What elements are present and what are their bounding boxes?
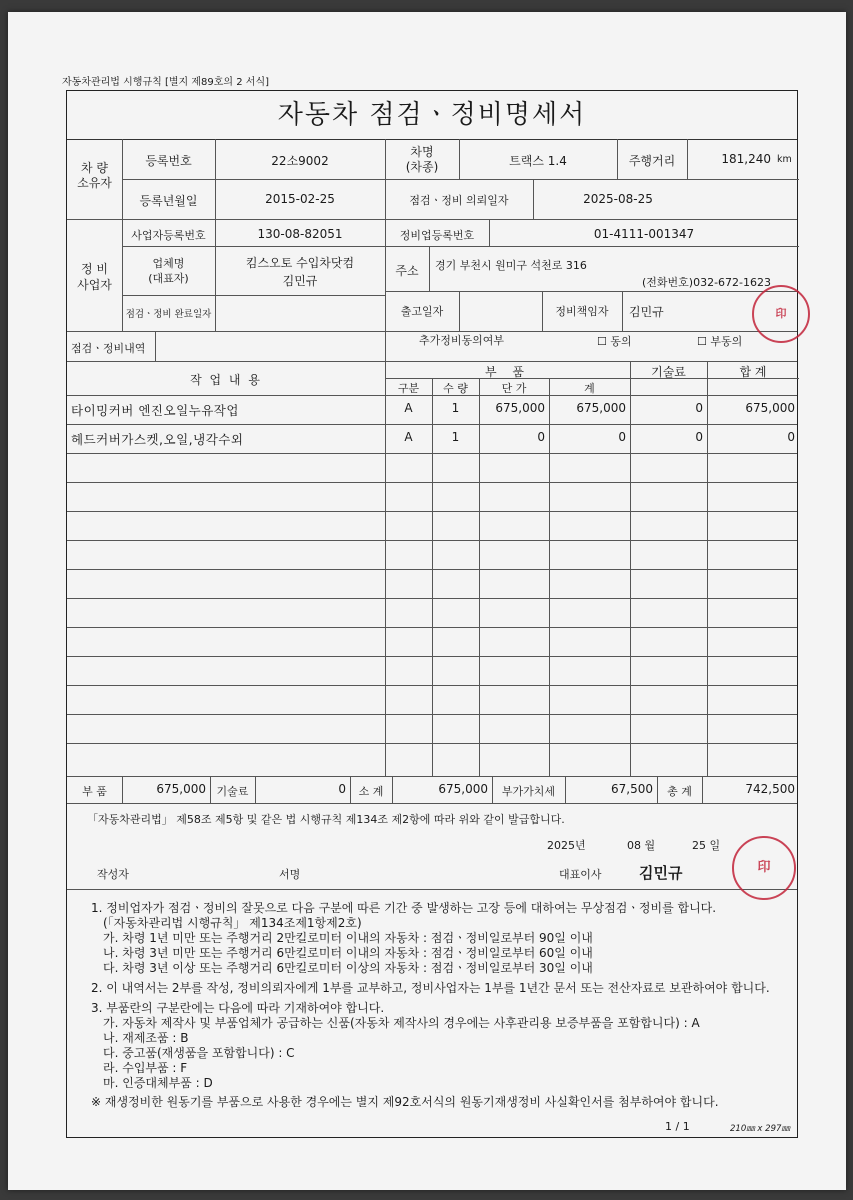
table-row-divider <box>67 685 797 686</box>
manager-label: 정비책임자 <box>555 305 609 318</box>
parts-sum-subheader: 계 <box>584 382 595 395</box>
details-label: 점검ㆍ정비내역 <box>71 342 146 355</box>
author-label: 작성자 <box>97 868 129 881</box>
note-3-c: 다. 중고품(재생품을 포함합니다) : C <box>103 1046 295 1060</box>
maintenance-statement-form <box>66 90 798 1138</box>
issue-day: 25 일 <box>692 839 721 852</box>
summary-labor-label: 기술료 <box>216 785 249 798</box>
total-column-header: 합 계 <box>739 365 767 379</box>
model-value: 트랙스 1.4 <box>509 154 567 168</box>
complete-date-label: 점검ㆍ정비 완료일자 <box>125 309 212 320</box>
phone-value: (전화번호)032-672-1623 <box>642 276 772 289</box>
note-2: 2. 이 내역서는 2부를 작성, 정비의뢰자에게 1부를 교부하고, 정비사업자는 1부를 1년간 문서 또는 전산자료로 보관하여야 합니다. <box>91 981 770 995</box>
representative-signature: 김민규 <box>639 864 683 882</box>
parts-sum-cell: 0 <box>618 430 626 444</box>
owner-section-label: 차 량 소유자 <box>77 161 112 190</box>
work-cell: 헤드커버가스켓,오일,냉각수외 <box>71 432 244 447</box>
release-date-label: 출고일자 <box>400 305 444 318</box>
total-cell: 0 <box>787 430 795 444</box>
type-subheader: 구분 <box>397 382 420 395</box>
summary-parts-label: 부 품 <box>82 785 107 798</box>
reg-date-value: 2015-02-25 <box>265 192 335 206</box>
total-cell: 675,000 <box>745 401 795 415</box>
mileage-unit: km <box>777 154 792 165</box>
reg-date-label: 등록년월일 <box>139 194 198 208</box>
note-3-d: 라. 수입부품 : F <box>103 1061 188 1075</box>
representative-seal-stamp: 印 <box>732 836 796 900</box>
summary-subtotal-value: 675,000 <box>438 782 488 796</box>
summary-parts-value: 675,000 <box>156 782 206 796</box>
address-value: 경기 부천시 원미구 석천로 316 <box>435 259 587 272</box>
extra-consent-label: 추가정비동의여부 <box>419 334 505 347</box>
table-row-divider <box>67 714 797 715</box>
note-3-e: 마. 인증대체부품 : D <box>103 1076 213 1090</box>
address-label: 주소 <box>395 264 419 278</box>
manager-value: 김민규 <box>629 305 664 319</box>
page-number: 1 / 1 <box>665 1120 690 1133</box>
note-3: 3. 부품란의 구분란에는 다음에 따라 기재하여야 합니다. <box>91 1001 385 1015</box>
qty-subheader: 수 량 <box>443 382 468 395</box>
representative-name: 김민규 <box>282 274 318 288</box>
mileage-label: 주행거리 <box>628 154 676 168</box>
reg-no-label: 등록번호 <box>145 154 192 168</box>
table-row-divider <box>67 656 797 657</box>
labor-cell: 0 <box>695 430 703 444</box>
table-row-divider <box>67 569 797 570</box>
unit-price-subheader: 단 가 <box>501 382 527 395</box>
representative-title: 대표이사 <box>559 868 602 881</box>
note-1-ref: (「자동차관리법 시행규칙」 제134조제1항제2호) <box>103 916 362 930</box>
type-cell: A <box>404 401 413 415</box>
parts-sum-cell: 675,000 <box>576 401 626 415</box>
summary-total-label: 총 계 <box>667 785 692 798</box>
work-cell: 타이밍커버 엔진오일누유작업 <box>71 403 239 418</box>
qty-cell: 1 <box>451 401 460 415</box>
issue-year: 2025년 <box>547 839 586 852</box>
request-date-label: 점검ㆍ정비 의뢰일자 <box>409 194 509 207</box>
summary-subtotal-label: 소 계 <box>358 785 384 798</box>
company-label: 업체명 (대표자) <box>148 257 189 285</box>
labor-column-header: 기술료 <box>651 365 686 379</box>
parts-column-header: 부 품 <box>485 365 530 379</box>
company-seal-stamp: 印 <box>752 285 810 343</box>
note-3-a: 가. 자동차 제작사 및 부품업체가 공급하는 신품(자동차 제작사의 경우에는 사후관리용 보증부품을 포함합니다) : A <box>103 1016 700 1030</box>
model-label: 차명 (차종) <box>405 145 439 174</box>
consent-yes-checkbox[interactable]: ☐ 동의 <box>597 335 632 348</box>
table-row-divider <box>67 511 797 512</box>
unit-price-cell: 0 <box>537 430 545 444</box>
type-cell: A <box>404 430 413 444</box>
issue-month: 08 월 <box>627 839 656 852</box>
request-date-value: 2025-08-25 <box>583 192 653 206</box>
consent-no-checkbox[interactable]: ☐ 부동의 <box>697 335 743 348</box>
note-1: 1. 정비업자가 점검ㆍ정비의 잘못으로 다음 구분에 따른 기간 중 발생하는 고장 등에 대하여는 무상점검ㆍ정비를 합니다. <box>91 901 717 915</box>
table-row-divider <box>67 743 797 744</box>
labor-cell: 0 <box>695 401 703 415</box>
qty-cell: 1 <box>451 430 460 444</box>
regulation-header: 자동차관리법 시행규칙 [별지 제89호의 2 서식] <box>62 77 270 88</box>
note-3-b: 나. 재제조품 : B <box>103 1031 189 1045</box>
company-name: 킴스오토 수입차닷컴 <box>245 256 355 270</box>
table-row-divider <box>67 482 797 483</box>
table-row-divider <box>67 424 797 425</box>
work-column-header: 작 업 내 용 <box>190 373 262 387</box>
table-row-divider <box>67 540 797 541</box>
table-row-divider <box>67 453 797 454</box>
paper-size: 210㎜ x 297㎜ <box>730 1124 790 1134</box>
issue-statement: 「자동차관리법」 제58조 제5항 및 같은 법 시행규칙 제134조 제2항에 따라 위와 같이 발급합니다. <box>87 813 565 826</box>
unit-price-cell: 675,000 <box>495 401 545 415</box>
signature-label: 서명 <box>279 868 301 881</box>
reg-no-value: 22소9002 <box>271 154 329 168</box>
note-1-c: 다. 차령 3년 이상 또는 주행거리 6만킬로미터 이상의 자동차 : 점검ㆍ정비일로부터 30일 이내 <box>103 961 593 975</box>
mileage-value: 181,240 <box>721 152 771 166</box>
document-title: 자동차 점검ㆍ정비명세서 <box>67 91 797 140</box>
biz-no-label: 사업자등록번호 <box>131 229 206 242</box>
table-row-divider <box>67 598 797 599</box>
summary-total-value: 742,500 <box>745 782 795 796</box>
summary-labor-value: 0 <box>338 782 346 796</box>
shop-section-label: 정 비 사업자 <box>77 262 112 292</box>
note-1-a: 가. 차령 1년 미만 또는 주행거리 2만킬로미터 이내의 자동차 : 점검ㆍ정비일로부터 90일 이내 <box>103 931 593 945</box>
summary-vat-value: 67,500 <box>611 782 653 796</box>
shop-reg-label: 정비업등록번호 <box>399 229 475 242</box>
biz-no-value: 130-08-82051 <box>257 227 343 241</box>
shop-reg-value: 01-4111-001347 <box>593 227 695 241</box>
note-1-b: 나. 차령 3년 미만 또는 주행거리 6만킬로미터 이내의 자동차 : 점검ㆍ정비일로부터 60일 이내 <box>103 946 593 960</box>
summary-vat-label: 부가가치세 <box>501 785 556 798</box>
table-row-divider <box>67 627 797 628</box>
note-remark: ※ 재생정비한 원동기를 부품으로 사용한 경우에는 별지 제92호서식의 원동기재생정비 사실확인서를 첨부하여야 합니다. <box>91 1095 719 1109</box>
